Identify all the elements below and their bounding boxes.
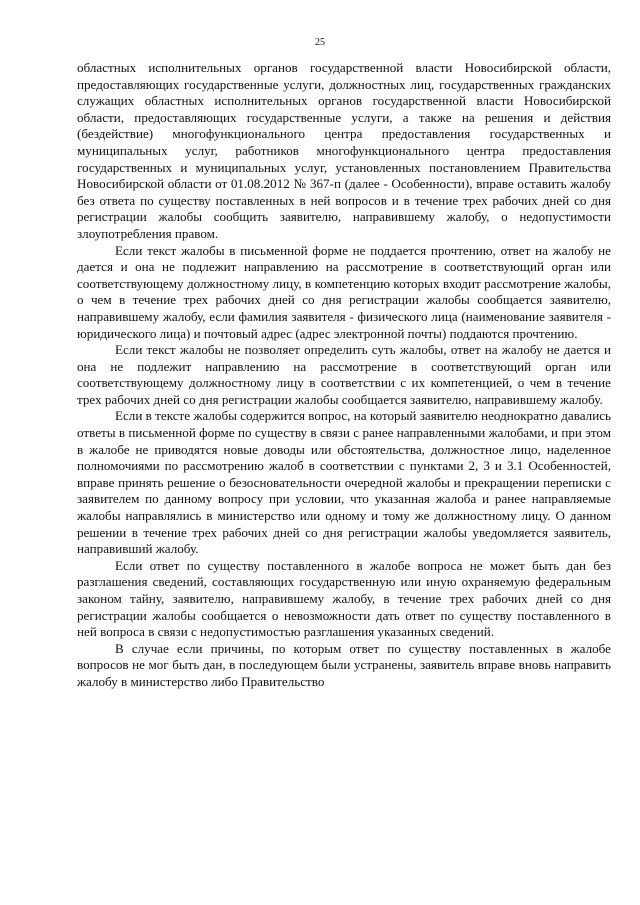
paragraph: Если в тексте жалобы содержится вопрос, на который заявителю неоднократно давались ответы в письменной форме по существу в связи с ранее направленными жалобами, и при этом в жалобе не приводятся новые доводы или обстоятельства, должностное лицо, наделенное полномочиями по рассмотрению жалоб в соответствии с пунктами 2, 3 и 3.1 Особенностей, вправе принять решение о безосновательности очередной жалобы и прекращении переписки с заявителем по данному вопросу при условии, что указанная жалоба и ранее направляемые жалобы направлялись в министерство или одному и тому же должностному лицу. О данном решении в течение трех рабочих дней со дня регистрации жалобы уведомляется заявитель, направивший жалобу. — [77, 408, 611, 557]
paragraph: Если текст жалобы не позволяет определить суть жалобы, ответ на жалобу не дается и она не подлежит направлению на рассмотрение в соответствующий орган или соответствующему должностному лицу в соответствии с их компетенцией, о чем в течение трех рабочих дней со дня регистрации жалобы сообщается заявителю, направившему жалобу. — [77, 342, 611, 407]
document-body — [77, 60, 611, 691]
paragraph: Если текст жалобы в письменной форме не поддается прочтению, ответ на жалобу не дается и она не подлежит направлению на рассмотрение в соответствующий орган или соответствующему должностному лицу, в компетенцию которых входит рассмотрение жалобы, о чем в течение трех рабочих дней со дня регистрации жалобы сообщается заявителю, направившему жалобу, если фамилия заявителя - физического лица (наименование заявителя - юридического лица) и почтовый адрес (адрес электронной почты) поддаются прочтению. — [77, 242, 611, 341]
page-number: 25 — [315, 37, 325, 48]
paragraph: Если ответ по существу поставленного в жалобе вопроса не может быть дан без разглашения сведений, составляющих государственную или иную охраняемую федеральным законом тайну, заявителю, направившему жалобу, в течение трех рабочих дней со дня регистрации жалобы сообщается о невозможности дать ответ по существу поставленного в ней вопроса в связи с недопустимостью разглашения указанных сведений. — [77, 557, 611, 640]
paragraph: В случае если причины, по которым ответ по существу поставленных в жалобе вопросов не мог быть дан, в последующем были устранены, заявитель вправе вновь направить жалобу в министерство либо Правительство — [77, 640, 611, 689]
paragraph-continuation: областных исполнительных органов государственной власти Новосибирской области, предоставляющих государственные услуги, должностных лиц, государственных гражданских служащих областных исполнительных органов государственной власти Новосибирской области, предоставляющих государственные услуги, а также на решения и действия (бездействие) многофункционального центра предоставления государственных и муниципальных услуг, работников многофункционального центра предоставления государственных и муниципальных услуг, установленных постановлением Правительства Новосибирской области от 01.08.2012 № 367-п (далее - Особенности), вправе оставить жалобу без ответа по существу поставленных в ней вопросов и в течение трех рабочих дней со дня регистрации жалобы сообщить заявителю, направившему жалобу, о недопустимости злоупотребления правом. — [77, 60, 611, 241]
